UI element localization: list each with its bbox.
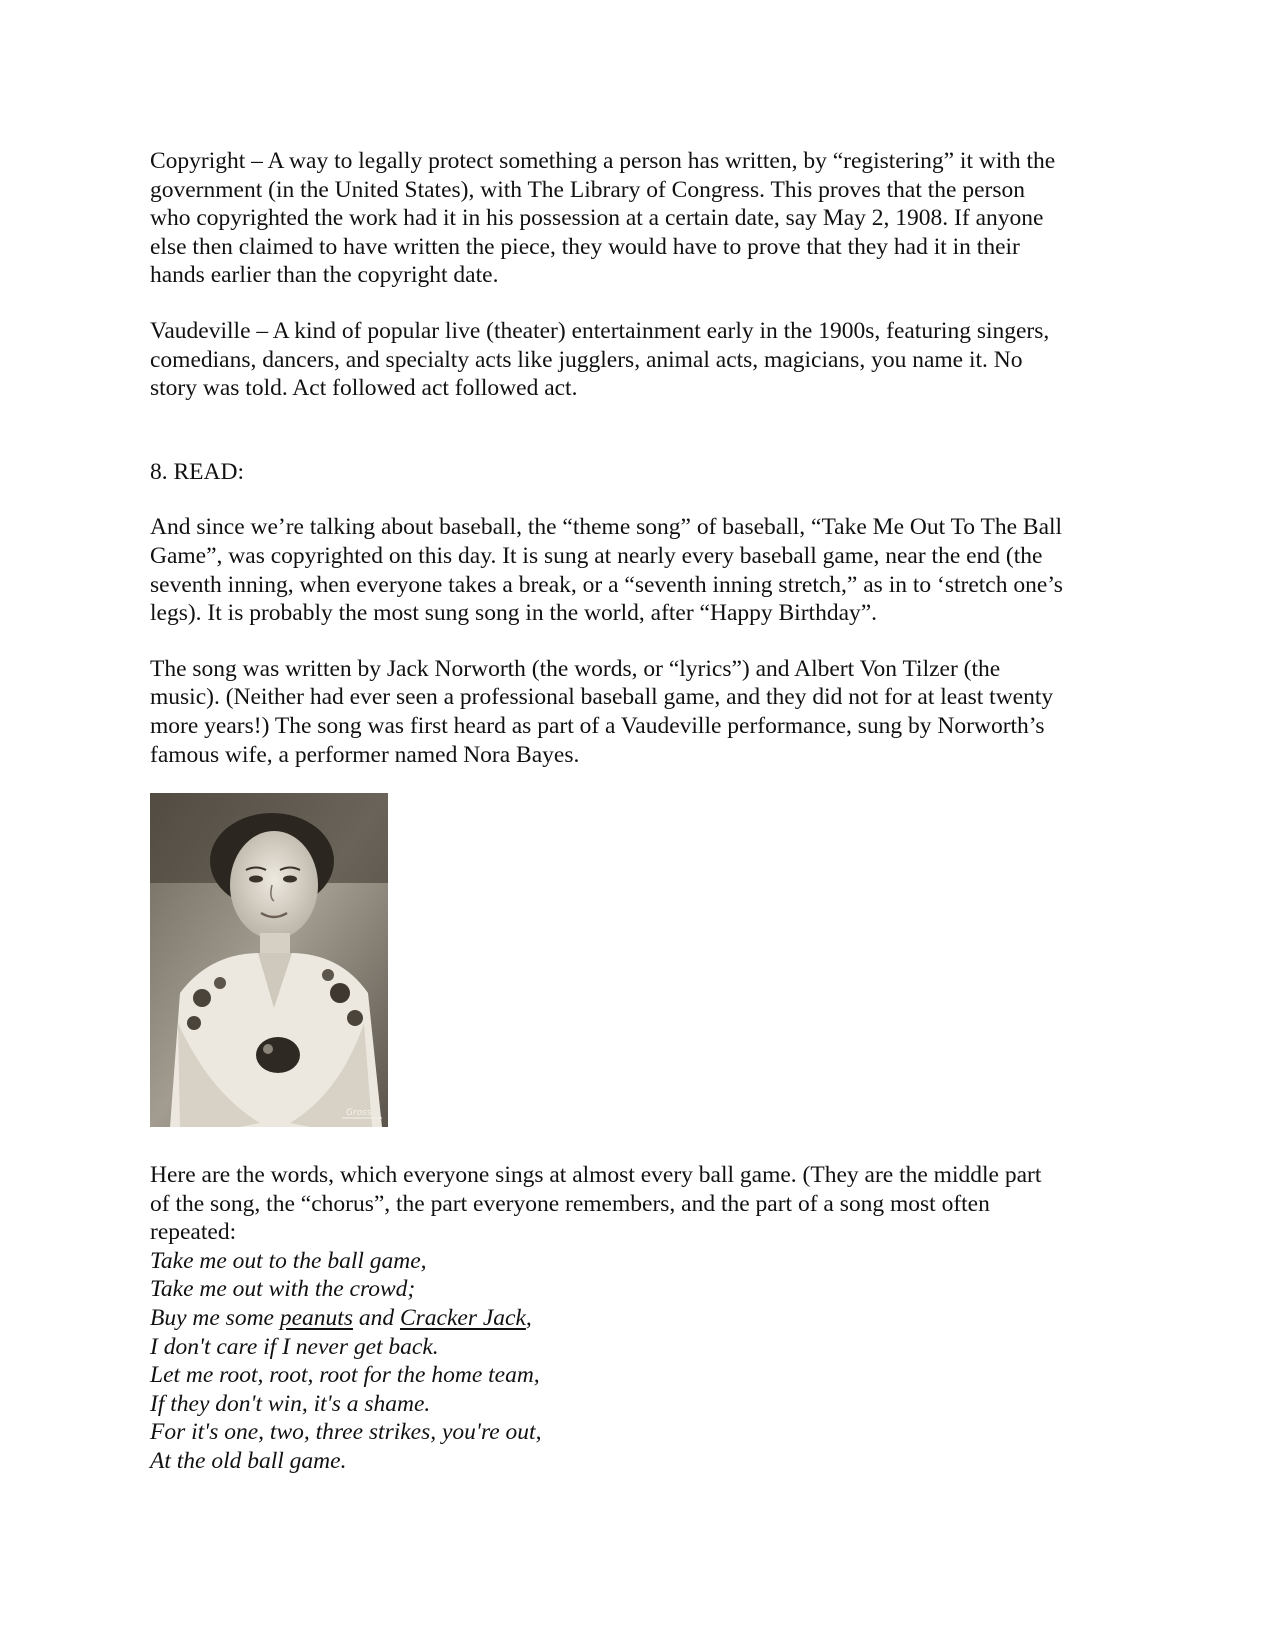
song-lyrics xyxy=(150,1247,1140,1476)
lyric-line: Buy me some peanuts and Cracker Jack, xyxy=(150,1305,532,1332)
section-heading: 8. READ: xyxy=(150,458,244,485)
intro-paragraph: And since we’re talking about baseball, the “theme song” of baseball, “Take Me Out To The Ball Game”, was copyrighted on this day. It is sung at nearly every baseball game, near the end (the seventh inning, when everyone takes a break, or a “seventh inning stretch,” as in to ‘stretch one’s legs). It is probably the most sung song in the world, after “Happy Birthday”. xyxy=(150,514,1063,627)
vaudeville-definition: Vaudeville – A kind of popular live (theater) entertainment early in the 1900s, featuring singers, comedians, dancers, and specialty acts like jugglers, animal acts, magicians, you name it. No story was told. Act followed act followed act. xyxy=(150,317,1050,402)
photo-signature: Gross xyxy=(346,1108,372,1119)
lyric-line: Let me root, root, root for the home team, xyxy=(150,1362,540,1389)
copyright-definition: Copyright – A way to legally protect something a person has written, by “registering” it with the government (in the United States), with The Library of Congress. This proves that the person who copyrighted the work had it in his possession at a certain date, say May 2, 1908. If anyone else then claimed to have written the piece, they would have to prove that they had it in their hands earlier than the copyright date. xyxy=(150,148,1056,289)
cracker-jack-link[interactable]: Cracker Jack xyxy=(399,1305,526,1332)
peanuts-link[interactable]: peanuts xyxy=(279,1305,353,1332)
document-page xyxy=(150,147,1140,1476)
nora-bayes-photo xyxy=(150,793,388,1127)
lyric-line: I don't care if I never get back. xyxy=(150,1333,439,1360)
lyric-line: If they don't win, it's a shame. xyxy=(150,1390,431,1417)
lyrics-intro-paragraph: Here are the words, which everyone sings at almost every ball game. (They are the middle part of the song, the “chorus”, the part everyone remembers, and the part of a song most often repeated: xyxy=(150,1162,1042,1246)
songwriters-paragraph: The song was written by Jack Norworth (the words, or “lyrics”) and Albert Von Tilzer (the music). (Neither had ever seen a professional baseball game, and they did not for at least twenty more years!) The song was first heard as part of a Vaudeville performance, sung by Norworth’s famous wife, a performer named Nora Bayes. xyxy=(150,655,1054,768)
lyric-line: For it's one, two, three strikes, you're out, xyxy=(150,1419,542,1446)
lyric-line: Take me out with the crowd; xyxy=(150,1276,416,1303)
lyric-line: At the old ball game. xyxy=(150,1448,347,1475)
lyric-line: Take me out to the ball game, xyxy=(150,1247,427,1274)
